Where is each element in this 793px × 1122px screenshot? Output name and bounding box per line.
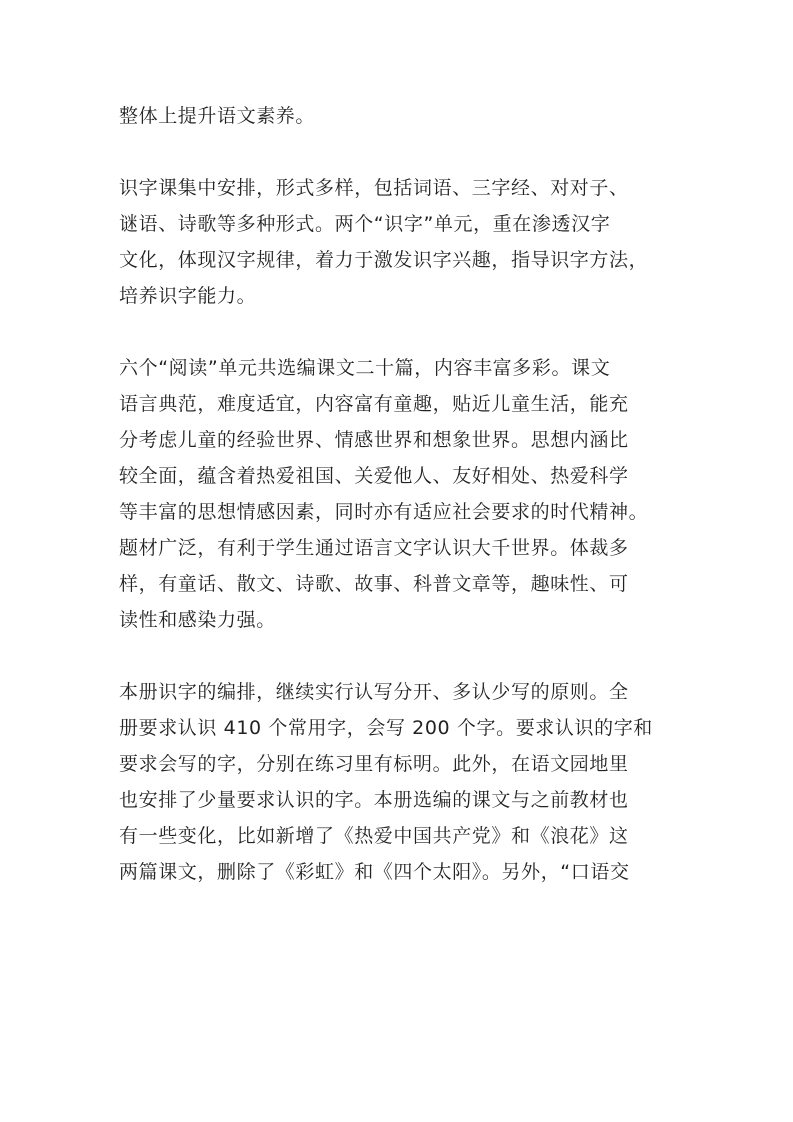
paragraph	[119, 674, 699, 890]
text-line: 题材广泛，有利于学生通过语言文字认识大千世界。体裁多	[119, 537, 629, 559]
paragraph	[119, 170, 699, 314]
text-line: 有一些变化，比如新增了《热爱中国共产党》和《浪花》这	[119, 825, 629, 847]
text-line: 谜语、诗歌等多种形式。两个“识字”单元，重在渗透汉字	[119, 213, 611, 235]
text-line: 分考虑儿童的经验世界、情感世界和想象世界。思想内涵比	[119, 429, 629, 451]
text-line: 也安排了少量要求认识的字。本册选编的课文与之前教材也	[119, 789, 629, 811]
text-line: 六个“阅读”单元共选编课文二十篇，内容丰富多彩。课文	[119, 357, 611, 379]
paragraph-gap	[119, 134, 699, 170]
text-line: 读性和感染力强。	[119, 609, 276, 631]
text-line: 整体上提升语文素养。	[119, 105, 316, 127]
text-line: 语言典范，难度适宜，内容富有童趣，贴近儿童生活，能充	[119, 393, 629, 415]
document-body	[119, 98, 699, 890]
text-line: 两篇课文，删除了《彩虹》和《四个太阳》。另外，“口语交	[119, 861, 630, 883]
paragraph	[119, 350, 699, 638]
text-line: 识字课集中安排，形式多样，包括词语、三字经、对对子、	[119, 177, 629, 199]
text-line: 要求会写的字，分别在练习里有标明。此外，在语文园地里	[119, 753, 629, 775]
paragraph-gap	[119, 314, 699, 350]
text-line: 本册识字的编排，继续实行认写分开、多认少写的原则。全	[119, 681, 629, 703]
text-line: 等丰富的思想情感因素，同时亦有适应社会要求的时代精神。	[119, 501, 649, 523]
text-line: 样，有童话、散文、诗歌、故事、科普文章等，趣味性、可	[119, 573, 629, 595]
text-line: 培养识字能力。	[119, 285, 257, 307]
text-line: 较全面，蕴含着热爱祖国、关爱他人、友好相处、热爱科学	[119, 465, 629, 487]
text-line: 册要求认识 410 个常用字，会写 200 个字。要求认识的字和	[119, 717, 653, 739]
text-line: 文化，体现汉字规律，着力于激发识字兴趣，指导识字方法，	[119, 249, 649, 271]
paragraph-gap	[119, 638, 699, 674]
paragraph	[119, 98, 699, 134]
